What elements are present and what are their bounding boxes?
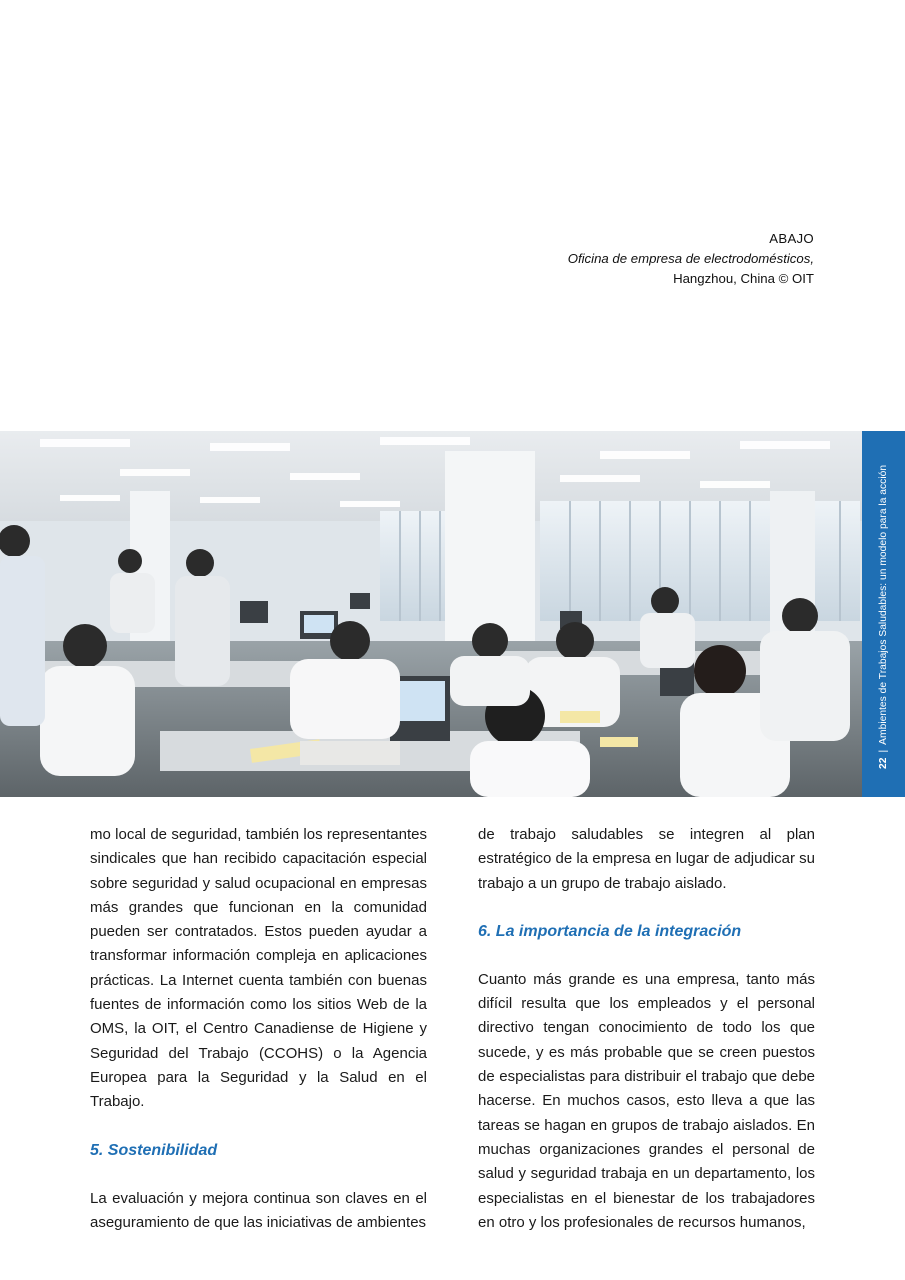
document-title: Ambientes de Trabajos Saludables: un modelo para la acción	[877, 464, 889, 745]
running-footer	[878, 465, 890, 769]
right-paragraph-1: de trabajo saludables se integren al plan estratégico de la empresa en lugar de adjudicar su trabajo a un grupo de trabajo aislado.	[478, 826, 815, 892]
footer-separator: |	[877, 749, 889, 753]
left-column	[90, 823, 427, 1235]
side-tab	[862, 431, 905, 797]
caption-location: Hangzhou, China © OIT	[673, 271, 814, 286]
section-heading-sostenibilidad: 5. Sostenibilidad	[90, 1141, 218, 1159]
left-paragraph-1: mo local de seguridad, también los representantes sindicales que han recibido capacitación especial sobre seguridad y salud ocupacional en empresas más grandes que funcionan en la comunidad pueden ser contratados. Estos pueden ayudar a transformar información compleja en aplicaciones prácticas. La Internet cuenta también con buenas fuentes de información como los sitios Web de la OMS, la OIT, el Centro Canadiense de Higiene y Seguridad del Trabajo (CCOHS) o la Agencia Europea para la Seguridad y la Salud en el Trabajo.	[90, 826, 427, 1111]
page-number: 22	[877, 757, 889, 769]
office-photo-illustration	[0, 431, 862, 797]
caption-label: ABAJO	[769, 231, 814, 246]
caption-description: Oficina de empresa de electrodomésticos,	[567, 251, 814, 266]
left-paragraph-2: La evaluación y mejora continua son claves en el aseguramiento de que las iniciativas de ambientes	[90, 1189, 427, 1231]
right-paragraph-2: Cuanto más grande es una empresa, tanto más difícil resulta que los empleados y el personal directivo tengan conocimiento de todo los que sucede, y es más probable que se creen puestos de especialistas para distribuir el trabajo que debe hacerse. En muchos casos, esto lleva a que las tareas se hagan en grupos de trabajo aislados. En muchas organizaciones grandes el personal de salud y seguridad trabaja en un departamento, los especialistas en el bienestar de los trabajadores en otro y los profesionales de recursos humanos,	[478, 970, 815, 1231]
section-heading-integracion: 6. La importancia de la integración	[478, 922, 742, 940]
photo-caption	[454, 229, 814, 289]
right-column	[478, 823, 815, 1235]
office-photo	[0, 431, 862, 797]
